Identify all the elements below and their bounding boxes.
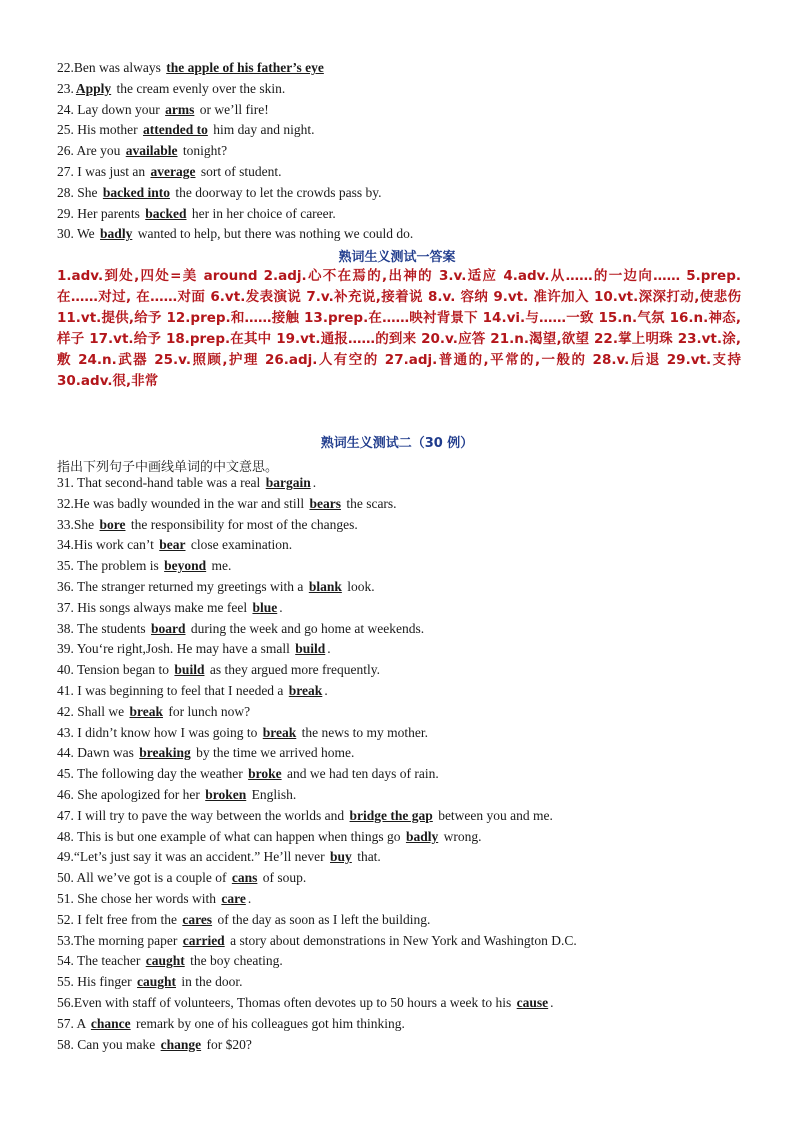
sentence-text-before: Her parents — [73, 205, 144, 221]
sentence-text-before: The problem is — [73, 558, 163, 574]
underlined-word: broken — [205, 787, 247, 802]
sentence-text-after: wrong. — [440, 828, 482, 844]
sentence-text-after: him day and night. — [209, 122, 315, 138]
sentence-item — [57, 101, 747, 119]
underlined-word: arms — [165, 101, 195, 117]
sentence-number: 58. — [57, 1036, 74, 1052]
sentence-item — [57, 807, 747, 825]
sentence-item — [57, 599, 747, 617]
underlined-word: beyond — [164, 558, 207, 574]
sentence-item — [57, 1036, 747, 1054]
sentence-text-before: His songs always make me feel — [73, 599, 251, 615]
sentence-item — [57, 703, 747, 721]
sentence-text-before: All we’ve got is a couple of — [73, 870, 230, 886]
underlined-word: bore — [99, 516, 126, 532]
sentence-item — [57, 163, 747, 181]
underlined-word: blank — [308, 579, 342, 594]
sentence-number: 23. — [57, 80, 74, 96]
underlined-word: badly — [100, 226, 133, 242]
sentence-number: 41. — [57, 683, 74, 698]
underlined-word: broke — [248, 766, 282, 782]
underlined-word: Apply — [75, 80, 112, 96]
underlined-word: bargain — [265, 475, 311, 490]
answer-key-text: 1.adv.到处,四处=美 around 2.adj.心不在焉的,出神的 3.v.适应 4.adv.从……的一边向…… 5.prep. 在……对过, 在……对面 6.vt.发表演说 7.v.补充说,接着说 8.v. 容纳 9.vt. 准许加入 10.vt.深深打动,使悲伤 11.vt.提供,给予 12.prep.和……接触 13.prep.在……映衬背景下 14.vi.与……一致 15.n.气氛 16.n.神态,样子 17.vt.给予 18.prep.在其中 19.vt.通报……的到来 20.v.应答 21.n.渴望,欲望 22.掌上明珠 23.vt.涂,敷 24.n.武器 25.v.照顾,护理 26.adj.人有空的 27.adj.普通的,平常的,一般的 28.v.后退 29.vt.支持 30.adv.很,非常 — [57, 268, 741, 389]
sentence-text-after: the doorway to let the crowds pass by. — [172, 184, 382, 200]
underlined-word: cares — [182, 911, 213, 927]
sentence-item — [57, 1015, 747, 1033]
sentence-number: 29. — [57, 205, 74, 221]
sentence-text-after: or we’ll fire! — [196, 101, 269, 117]
sentence-item — [57, 828, 747, 846]
sentence-number: 39. — [57, 641, 74, 657]
sentence-text-before: She — [73, 516, 98, 532]
underlined-word: buy — [330, 849, 352, 865]
sentence-item — [57, 640, 747, 658]
underlined-word: badly — [405, 828, 439, 844]
sentence-text-before: The following day the weather — [73, 766, 247, 782]
underlined-word: board — [151, 620, 186, 636]
sentence-text-before: “Let’s just say it was an accident.” He’ll never — [73, 849, 329, 865]
sentence-text-after: wanted to help, but there was nothing we could do. — [134, 226, 414, 242]
sentence-text-after: . — [327, 641, 331, 657]
underlined-word: the apple of his father’s eye — [166, 60, 324, 75]
sentence-text-before: Even with staff of volunteers, Thomas often devotes up to 50 hours a week to his — [73, 995, 515, 1010]
sentence-number: 42. — [57, 703, 74, 719]
underlined-word: care — [221, 891, 246, 906]
sentence-item — [57, 557, 747, 575]
sentence-text-before: Ben was always — [73, 60, 165, 75]
underlined-word: build — [174, 662, 205, 678]
sentence-item — [57, 952, 747, 970]
sentence-item — [57, 516, 747, 534]
sentence-text-after: English. — [248, 787, 297, 802]
sentence-item — [57, 786, 747, 804]
sentence-item — [57, 744, 747, 762]
underlined-word: caught — [145, 953, 185, 969]
sentence-text-before: He was badly wounded in the war and still — [73, 495, 308, 511]
sentence-text-before: His mother — [73, 122, 141, 138]
sentence-item — [57, 80, 747, 98]
sentence-text-before: The morning paper — [73, 932, 181, 948]
sentence-text-before: A — [73, 1015, 89, 1031]
sentence-number: 37. — [57, 599, 74, 615]
sentence-text-before: The stranger returned my greetings with a — [73, 579, 307, 594]
sentence-text-after: that. — [353, 849, 381, 865]
sentence-text-after: remark by one of his colleagues got him thinking. — [132, 1015, 405, 1031]
sentence-text-after: look. — [343, 579, 375, 594]
sentence-number: 48. — [57, 828, 74, 844]
underlined-word: break — [262, 724, 297, 740]
sentence-text-after: the boy cheating. — [186, 953, 283, 969]
sentence-text-before: The teacher — [73, 953, 144, 969]
sentence-number: 30. — [57, 226, 74, 242]
sentence-text-before: She chose her words with — [73, 891, 220, 906]
sentence-text-after: . — [324, 683, 328, 698]
underlined-word: break — [288, 683, 323, 698]
sentence-number: 31. — [57, 475, 74, 490]
sentence-number: 49. — [57, 849, 74, 865]
sentence-item — [57, 932, 747, 950]
sentence-text-after: sort of student. — [197, 164, 282, 179]
test2-instruction: 指出下列句子中画线单词的中文意思。 — [57, 460, 279, 475]
sentence-number: 28. — [57, 184, 74, 200]
sentence-text-after: . — [247, 891, 252, 906]
sentence-number: 47. — [57, 807, 74, 823]
sentence-item — [57, 682, 747, 700]
sentence-item — [57, 205, 747, 223]
sentence-number: 57. — [57, 1015, 74, 1031]
sentence-number: 35. — [57, 558, 74, 574]
underlined-word: chance — [90, 1015, 131, 1031]
sentence-text-after: a story about demonstrations in New York and Washington D.C. — [226, 932, 577, 948]
sentence-number: 46. — [57, 787, 74, 802]
sentence-item — [57, 661, 747, 679]
sentence-text-after: and we had ten days of rain. — [283, 766, 439, 782]
underlined-word: available — [125, 143, 178, 159]
sentence-text-before: She — [73, 184, 101, 200]
sentence-text-after: the cream evenly over the skin. — [113, 80, 286, 96]
sentence-text-after: for lunch now? — [165, 703, 251, 719]
sentence-text-before: Are you — [73, 143, 124, 159]
sentence-item — [57, 578, 747, 596]
underlined-word: attended to — [143, 122, 208, 138]
underlined-word: bear — [159, 537, 186, 553]
sentence-number: 32. — [57, 495, 74, 511]
sentence-item — [57, 495, 747, 513]
sentence-item — [57, 474, 747, 492]
sentence-text-after: during the week and go home at weekends. — [187, 620, 425, 636]
sentence-text-after: her in her choice of career. — [188, 205, 336, 221]
sentence-text-before: I didn’t know how I was going to — [73, 724, 261, 740]
sentence-number: 38. — [57, 620, 74, 636]
sentence-item — [57, 724, 747, 742]
sentence-text-after: the news to my mother. — [298, 724, 428, 740]
underlined-word: bridge the gap — [349, 807, 433, 823]
sentence-item — [57, 765, 747, 783]
sentence-text-after: in the door. — [178, 974, 243, 990]
underlined-word: build — [295, 641, 326, 657]
sentence-number: 51. — [57, 891, 74, 906]
sentence-item — [57, 121, 747, 139]
sentence-number: 55. — [57, 974, 74, 990]
sentence-item — [57, 59, 747, 77]
sentence-text-after: by the time we arrived home. — [192, 745, 355, 761]
sentence-text-before: Can you make — [73, 1036, 159, 1052]
sentence-text-before: Shall we — [73, 703, 128, 719]
underlined-word: blue — [252, 599, 278, 615]
sentence-item — [57, 848, 747, 866]
sentence-number: 44. — [57, 745, 74, 761]
sentence-text-before: We — [73, 226, 99, 242]
sentence-text-before: His work can’t — [73, 537, 158, 553]
sentence-text-after: me. — [208, 558, 232, 574]
sentence-text-before: That second-hand table was a real — [73, 475, 264, 490]
sentence-text-after: of soup. — [259, 870, 307, 886]
underlined-word: break — [129, 703, 164, 719]
sentence-text-before: This is but one example of what can happen when things go — [73, 828, 404, 844]
sentence-item — [57, 225, 747, 243]
sentence-text-before: Dawn was — [73, 745, 138, 761]
underlined-word: breaking — [139, 745, 191, 761]
sentence-number: 22. — [57, 60, 74, 75]
underlined-word: change — [160, 1036, 202, 1052]
sentence-text-before: You‘re right,Josh. He may have a small — [73, 641, 294, 657]
sentence-number: 56. — [57, 995, 74, 1010]
sentence-item — [57, 184, 747, 202]
sentence-item — [57, 620, 747, 638]
underlined-word: average — [150, 164, 196, 179]
sentence-item — [57, 890, 747, 908]
sentence-text-before: Lay down your — [73, 101, 164, 117]
underlined-word: cans — [231, 870, 258, 886]
sentence-item — [57, 994, 747, 1012]
sentence-number: 53. — [57, 932, 74, 948]
sentence-item — [57, 973, 747, 991]
underlined-word: backed into — [102, 184, 171, 200]
sentence-item — [57, 142, 747, 160]
sentence-text-after: . — [312, 475, 317, 490]
sentence-number: 34. — [57, 537, 74, 553]
sentence-text-before: I was beginning to feel that I needed a — [73, 683, 287, 698]
sentence-text-before: I will try to pave the way between the worlds and — [73, 807, 348, 823]
sentence-text-after: the responsibility for most of the changes. — [127, 516, 358, 532]
underlined-word: caught — [137, 974, 177, 990]
test2-heading: 熟词生义测试二（30 例） — [320, 436, 474, 451]
sentence-number: 25. — [57, 122, 74, 138]
sentence-text-after: . — [550, 995, 554, 1010]
sentence-text-before: She apologized for her — [73, 787, 204, 802]
sentence-number: 45. — [57, 766, 74, 782]
sentence-text-before: The students — [73, 620, 149, 636]
sentence-text-after: for $20? — [203, 1036, 252, 1052]
sentence-number: 24. — [57, 101, 74, 117]
sentence-number: 36. — [57, 579, 74, 594]
sentence-text-after: as they argued more frequently. — [206, 662, 381, 678]
sentence-number: 40. — [57, 662, 74, 678]
sentence-text-after: close examination. — [187, 537, 293, 553]
underlined-word: cause — [516, 995, 549, 1010]
sentence-item — [57, 911, 747, 929]
sentence-number: 43. — [57, 724, 74, 740]
underlined-word: bears — [309, 495, 341, 511]
sentence-text-before: His finger — [73, 974, 135, 990]
sentence-number: 27. — [57, 164, 74, 179]
sentence-text-before: Tension began to — [73, 662, 173, 678]
sentence-number: 33. — [57, 516, 74, 532]
sentence-text-after: tonight? — [179, 143, 228, 159]
underlined-word: backed — [145, 205, 187, 221]
sentence-number: 26. — [57, 143, 74, 159]
sentence-number: 54. — [57, 953, 74, 969]
sentence-item — [57, 536, 747, 554]
sentence-text-before: I was just an — [73, 164, 149, 179]
answer-key-heading: 熟词生义测试一答案 — [338, 250, 456, 265]
sentence-text-before: I felt free from the — [73, 911, 181, 927]
sentence-text-after: . — [279, 599, 283, 615]
sentence-text-after: of the day as soon as I left the building. — [214, 911, 431, 927]
sentence-number: 52. — [57, 911, 74, 927]
sentence-text-after: between you and me. — [434, 807, 553, 823]
sentence-number: 50. — [57, 870, 74, 886]
underlined-word: carried — [182, 932, 225, 948]
sentence-text-after: the scars. — [342, 495, 397, 511]
sentence-item — [57, 869, 747, 887]
